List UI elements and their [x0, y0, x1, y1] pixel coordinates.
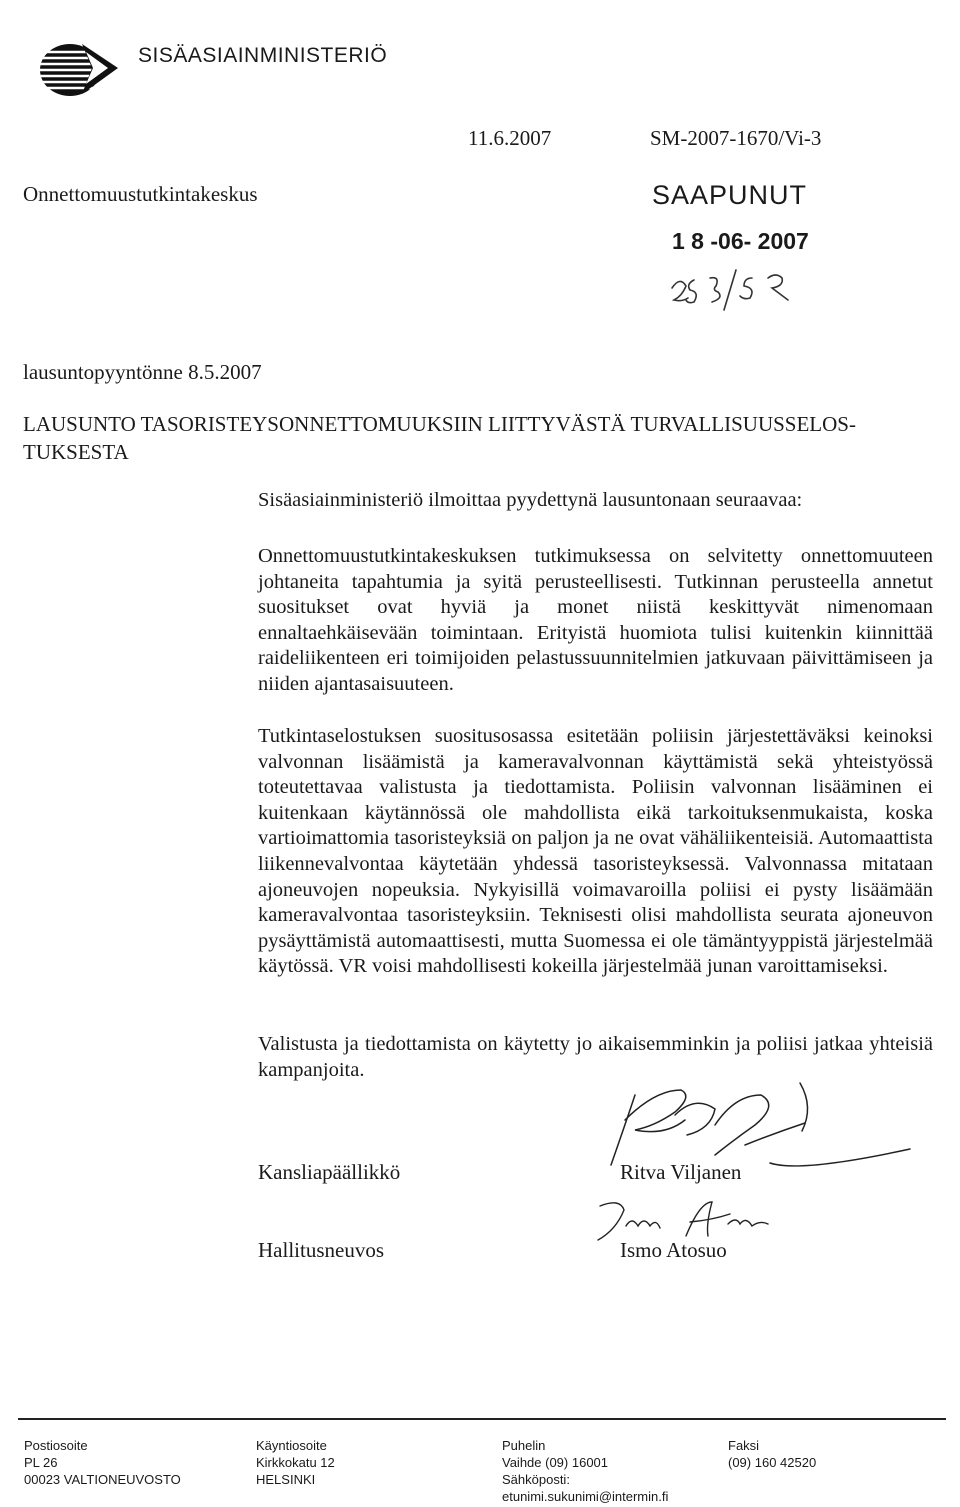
signature-atosuo [590, 1196, 780, 1244]
reference-number: SM-2007-1670/Vi-3 [650, 126, 822, 150]
footer-email: etunimi.sukunimi@intermin.fi [502, 1489, 669, 1504]
footer-label: Faksi [728, 1438, 760, 1453]
footer-line-text: HELSINKI [256, 1472, 316, 1487]
request-reference: lausuntopyyntönne 8.5.2007 [23, 360, 262, 384]
received-stamp-date: 1 8 -06- 2007 [672, 228, 809, 254]
footer-line-text: Kirkkokatu 12 [256, 1455, 335, 1470]
paragraph-2: Tutkintaselostuksen suositusosassa esitetään poliisin järjestettäväksi keinoksi valvonnan lisäämistä ja kameravalvonnan käyttämistä sekä yhteistyössä toteutettavaa valistusta ja tiedottamista. Poliisin valvonnan lisääminen ei kuitenkaan käytännössä ole mahdollista eikä tarkoituksenmukaista, koska vartioimattomia tasoristeyksiä on paljon ja ne ovat vähäliikenteisiä. Automaattista liikennevalvontaa käytetään yhdessä tasoristeyksessä. Valvonnassa mitataan ajoneuvojen nopeuksia. Nykyisillä voimavaroilla poliisi ei pysty lisäämään kameravalvontaa tasoristeyksiin. Teknisesti olisi mahdollista seurata ajoneuvon pysäyttämistä automaattisesti, mutta Suomessa ei ole tämäntyyppistä järjestelmää käytössä. VR voisi mahdollisesti kokeilla järjestelmää junan varoittamiseksi. [258, 725, 933, 978]
footer-postal-address [24, 1437, 181, 1488]
footer-visiting-address [256, 1437, 335, 1488]
letter-heading: LAUSUNTO TASORISTEYSONNETTOMUUKSIIN LIITTYVÄSTÄ TURVALLISUUSSELOS-TUKSESTA [23, 412, 856, 464]
paragraph-intro: Sisäasiainministeriö ilmoittaa pyydettynä lausuntonaan seuraavaa: [258, 489, 803, 511]
handwritten-register-note [664, 266, 814, 316]
footer-label: Käyntiosoite [256, 1438, 327, 1453]
paragraph-3: Valistusta ja tiedottamista on käytetty jo aikaisemminkin ja poliisi jatkaa yhteisiä kampanjoita. [258, 1033, 933, 1081]
footer-line-text: Sähköposti: [502, 1472, 570, 1487]
signer-title-2: Hallitusneuvos [258, 1238, 384, 1262]
footer-line-text: 00023 VALTIONEUVOSTO [24, 1472, 181, 1487]
letter-date: 11.6.2007 [468, 126, 552, 150]
signer-name-2: Ismo Atosuo [620, 1238, 727, 1262]
received-stamp-label: SAAPUNUT [652, 180, 808, 210]
footer-fax [728, 1437, 816, 1471]
footer-divider [18, 1418, 946, 1420]
footer-phone [502, 1437, 668, 1505]
ministry-emblem-icon [30, 38, 122, 100]
paragraph-1: Onnettomuustutkintakeskuksen tutkimuksessa on selvitetty onnettomuuteen johtaneita tapahtumia ja syitä perusteellisesti. Tutkinnan perusteella annetut suositukset ovat hyviä ja monet niistä keskittyvät nimenomaan ennaltaehkäisevään toimintaan. Erityistä huomiota tulisi kuitenkin kiinnittää raideliikenteen eri toimijoiden pelastussuunnitelmien jatkuvaan päivittämiseen ja niiden ajantasaisuuteen. [258, 545, 933, 695]
footer-label: Postiosoite [24, 1438, 88, 1453]
signer-title-1: Kansliapäällikkö [258, 1160, 401, 1184]
ministry-name: SISÄASIAINMINISTERIÖ [138, 44, 388, 67]
recipient: Onnettomuustutkintakeskus [23, 182, 258, 206]
signer-name-1: Ritva Viljanen [620, 1160, 742, 1184]
footer-line-text: (09) 160 42520 [728, 1455, 817, 1470]
footer-line-text: Vaihde (09) 16001 [502, 1455, 609, 1470]
footer-label: Puhelin [502, 1438, 546, 1453]
footer-line-text: PL 26 [24, 1455, 58, 1470]
